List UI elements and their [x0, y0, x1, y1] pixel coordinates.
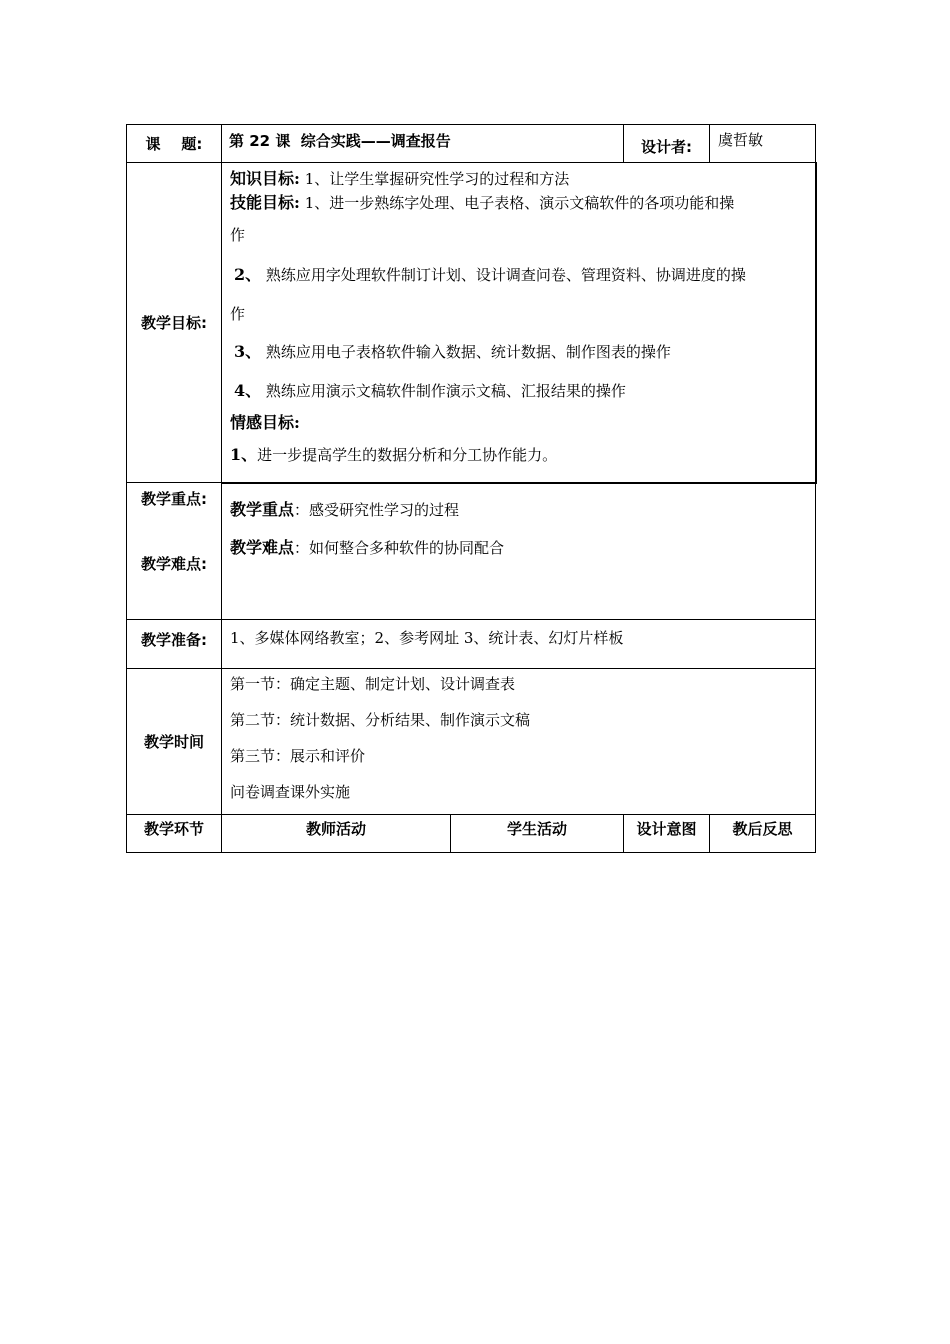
- key-point-text: ：感受研究性学习的过程: [294, 500, 460, 519]
- lesson-plan-table: [126, 124, 817, 853]
- schedule-item-1: 第一节：确定主题、制定计划、设计调查表: [230, 675, 516, 693]
- emotion-1-number: 1、: [230, 445, 258, 464]
- process-header-row: [127, 815, 816, 853]
- topic-value-cell: [222, 125, 624, 163]
- objectives-label: 教学目标:: [127, 163, 222, 483]
- process-col-reflection: 教后反思: [710, 815, 816, 853]
- skill-item-2: [222, 255, 815, 295]
- skill-2-cont: 作: [230, 305, 246, 323]
- process-col-intent: 设计意图: [624, 815, 710, 853]
- process-col-stage: 教学环节: [127, 815, 222, 853]
- knowledge-title: 知识目标:: [230, 169, 300, 188]
- key-point: [222, 484, 815, 523]
- schedule-item-4: 问卷调查课外实施: [230, 783, 351, 801]
- skill-3-number: 3、: [234, 342, 262, 361]
- knowledge-text: 1、让学生掌握研究性学习的过程和方法: [299, 170, 570, 188]
- topic-label: 课 题:: [127, 125, 222, 163]
- emotion-title: 情感目标:: [230, 413, 300, 432]
- skill-4-number: 4、: [234, 381, 262, 400]
- skill-title: 技能目标:: [230, 193, 300, 212]
- emotion-item-1: [222, 435, 815, 475]
- preparation-text: 1、多媒体网络教室；2、参考网址 3、统计表、幻灯片样板: [230, 629, 624, 647]
- keypoints-cell: [222, 483, 816, 620]
- difficult-point-title: 教学难点: [230, 537, 295, 557]
- designer-label: 设计者:: [624, 125, 710, 163]
- designer-value-cell: [710, 125, 816, 163]
- skill-2-number: 2、: [234, 265, 262, 284]
- preparation-row: [127, 620, 816, 669]
- schedule-item-3: 第三节：展示和评价: [230, 747, 366, 765]
- skill-objective: [222, 191, 815, 215]
- objectives-row: [127, 163, 816, 483]
- topic-row: [127, 125, 816, 163]
- skill-line-1-cont: 作: [230, 226, 246, 244]
- difficult-point: [222, 523, 815, 561]
- difficult-point-label: 教学难点:: [141, 555, 207, 573]
- process-col-teacher: 教师活动: [222, 815, 451, 853]
- key-point-title: 教学重点: [230, 499, 295, 519]
- emotion-1-text: 进一步提高学生的数据分析和分工协作能力。: [257, 446, 558, 464]
- schedule-cell: [222, 669, 816, 815]
- keypoints-row: [127, 483, 816, 620]
- schedule-row: [127, 669, 816, 815]
- keypoints-label-cell: [127, 483, 222, 620]
- preparation-label: 教学准备:: [127, 620, 222, 669]
- designer-value: 虞哲敏: [718, 131, 764, 149]
- skill-item-3: [222, 333, 815, 371]
- objectives-cell: [222, 163, 816, 483]
- schedule-label: 教学时间: [127, 669, 222, 815]
- knowledge-objective: [222, 167, 815, 191]
- schedule-item-2: 第二节：统计数据、分析结果、制作演示文稿: [230, 711, 531, 729]
- skill-item-4: [222, 371, 815, 411]
- skill-4-text: 熟练应用演示文稿软件制作演示文稿、汇报结果的操作: [261, 382, 626, 400]
- skill-line-1: 1、进一步熟练字处理、电子表格、演示文稿软件的各项功能和操: [299, 194, 735, 212]
- difficult-point-text: ：如何整合多种软件的协同配合: [294, 538, 505, 557]
- topic-value: 第 22 课 综合实践——调查报告: [229, 132, 451, 150]
- preparation-cell: [222, 620, 816, 669]
- skill-2-text: 熟练应用字处理软件制订计划、设计调查问卷、管理资料、协调进度的操: [261, 266, 746, 284]
- key-point-label: 教学重点:: [141, 490, 207, 508]
- process-col-student: 学生活动: [451, 815, 624, 853]
- skill-3-text: 熟练应用电子表格软件输入数据、统计数据、制作图表的操作: [261, 343, 671, 361]
